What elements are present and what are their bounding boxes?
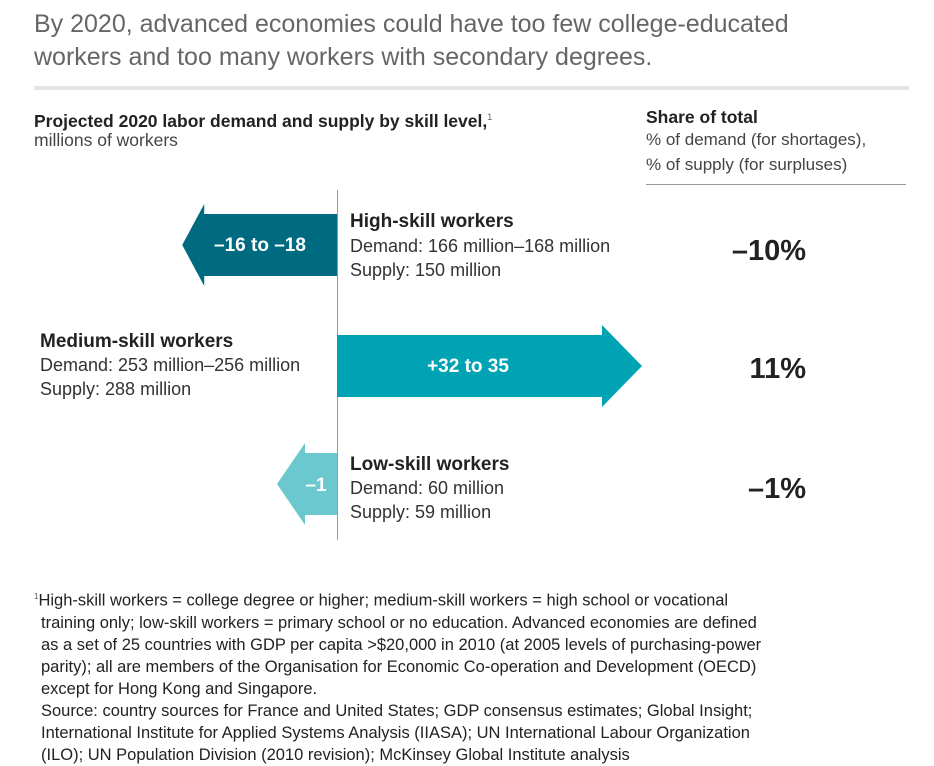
chart-title-text: Projected 2020 labor demand and supply by skill level, xyxy=(34,110,488,131)
share-subtitle-1: % of demand (for shortages), xyxy=(646,130,867,149)
high-skill-supply: Supply: 150 million xyxy=(350,260,502,280)
share-value-high: –10% xyxy=(731,235,806,267)
headline-line-1: By 2020, advanced economies could have too few college-educated xyxy=(34,10,789,38)
chart-unit: millions of workers xyxy=(34,130,178,150)
medium-skill-demand: Demand: 253 million–256 million xyxy=(40,355,301,375)
medium-skill-supply: Supply: 288 million xyxy=(40,379,192,399)
footnote-line-2: training only; low-skill workers = primary school or no education. Advanced economies are defined xyxy=(41,613,757,632)
high-skill-demand: Demand: 166 million–168 million xyxy=(350,236,611,256)
low-skill-supply: Supply: 59 million xyxy=(350,502,492,522)
source-line-3: (ILO); UN Population Division (2010 revision); McKinsey Global Institute analysis xyxy=(41,745,630,764)
medium-skill-title: Medium-skill workers xyxy=(40,331,234,352)
arrow-label-medium: +32 to 35 xyxy=(427,356,509,377)
footnote-line-5: except for Hong Kong and Singapore. xyxy=(41,679,318,698)
source-line-1: Source: country sources for France and United States; GDP consensus estimates; Global Insight; xyxy=(41,701,753,720)
footnote-marker: 1 xyxy=(34,592,39,601)
share-value-medium: 11% xyxy=(749,353,806,385)
arrow-label-high: –16 to –18 xyxy=(214,235,306,256)
share-value-low: –1% xyxy=(747,473,806,505)
share-subtitle-2: % of supply (for surpluses) xyxy=(646,155,848,174)
share-title: Share of total xyxy=(646,107,758,127)
low-skill-demand: Demand: 60 million xyxy=(350,478,505,498)
footnote-line-4: parity); all are members of the Organisation for Economic Co-operation and Development (OECD) xyxy=(41,657,757,676)
arrow-label-low: –1 xyxy=(305,475,327,496)
high-skill-title: High-skill workers xyxy=(350,211,514,232)
footnote-line-3: as a set of 25 countries with GDP per capita >$20,000 in 2010 (at 2005 levels of purchasing-power xyxy=(41,635,762,654)
headline-line-2: workers and too many workers with secondary degrees. xyxy=(34,43,653,71)
chart-title-footnote-marker: 1 xyxy=(487,112,493,122)
footnote-line-1-text: High-skill workers = college degree or higher; medium-skill workers = high school or vocational xyxy=(38,591,729,610)
source-line-2: International Institute for Applied Systems Analysis (IIASA); UN International Labour Organization xyxy=(41,723,750,742)
low-skill-title: Low-skill workers xyxy=(350,454,510,475)
footnote-line-1 xyxy=(34,586,914,612)
footnote xyxy=(34,586,914,766)
